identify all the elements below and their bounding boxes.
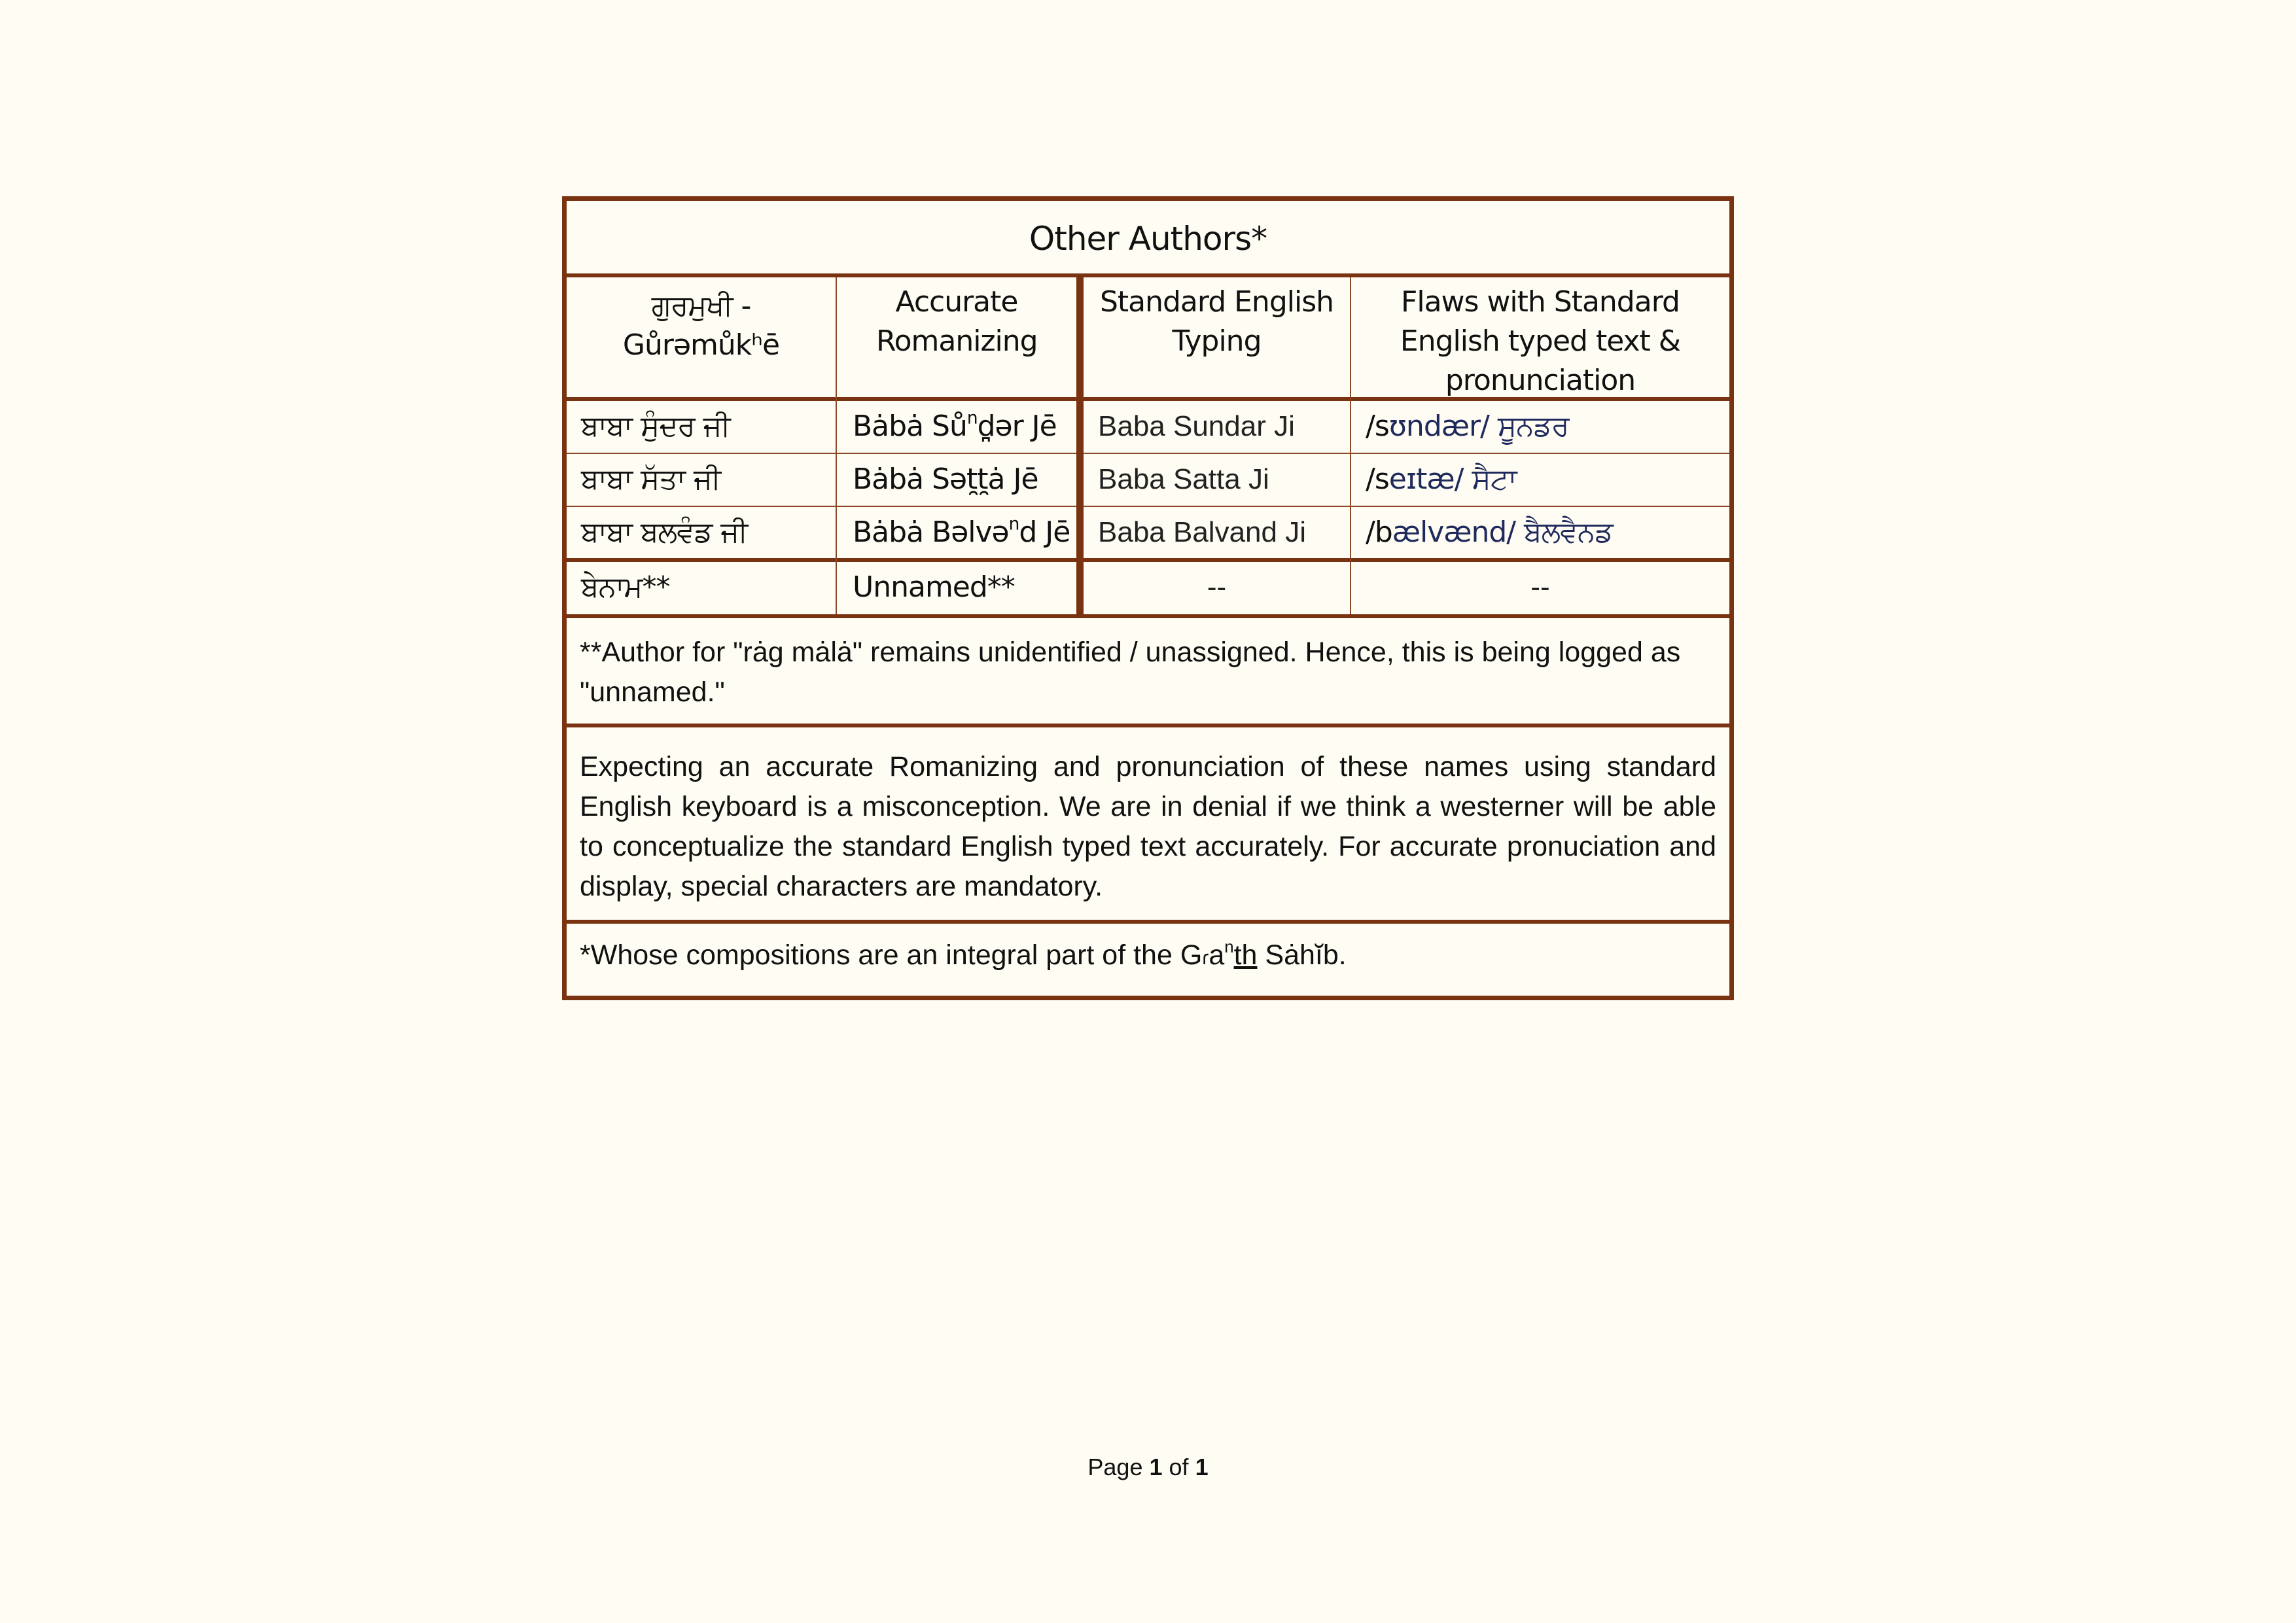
flaw-slash: /s	[1366, 410, 1389, 443]
row-4-accurate: Unnamed**	[853, 570, 1015, 604]
row-2-accurate	[837, 454, 1076, 506]
row-3-gurmukhi: ਬਾਬਾ ਬਲਵੰਡ ਜੀ	[581, 515, 748, 549]
note-unnamed: **Author for "rȧg mȧlȧ" remains unidentified / unassigned. Hence, this is being logged as "unnamed."	[580, 637, 1681, 708]
row-4-flaws: --	[1530, 571, 1550, 603]
flaw-ipa: ʊndær/ ਸੂਨਡਰ	[1388, 410, 1569, 443]
note-r-letter: ɾ	[1202, 947, 1209, 969]
accurate-text-end: d Jē	[1019, 515, 1070, 549]
row-2-standard: Baba Satta Ji	[1098, 463, 1269, 495]
row-4-gurmukhi: ਬੇਨਾਮ**	[581, 570, 670, 604]
accurate-text-end: d̪ər Jē	[977, 410, 1057, 443]
header-accurate-romanizing: Accurate Romanizing	[876, 285, 1038, 358]
row-2-flaws	[1351, 454, 1729, 506]
page-footer	[0, 1454, 2296, 1481]
header-standard-english-typing: Standard English Typing	[1099, 285, 1334, 358]
note-a-letter: a	[1209, 939, 1225, 971]
row-1-accurate	[837, 401, 1076, 453]
row-2-gurmukhi: ਬਾਬਾ ਸੱਤਾ ਜੀ	[581, 462, 721, 496]
note-underlined-th: th	[1233, 939, 1258, 971]
header-gurmukhi-roman: Gůrəmůkʰē	[622, 328, 780, 362]
other-authors-table	[562, 196, 1734, 1000]
row-3-flaws	[1351, 507, 1729, 558]
accurate-text: Bȧbȧ Sət̯t̯ȧ Jē	[853, 462, 1038, 496]
note-expecting: Expecting an accurate Romanizing and pronunciation of these names using standard English keyboard is a misconception. We are in denial if we think a westerner will be able to conceptualize the standard English typed text accurately. For accurate pronuciation and display, special characters are mandatory.	[580, 751, 1716, 902]
accurate-superscript: n	[966, 408, 978, 428]
flaw-slash: /b	[1366, 515, 1392, 549]
accurate-text: Bȧbȧ Sů	[853, 410, 967, 443]
note-whose-compositions	[567, 924, 1729, 996]
row-1-standard: Baba Sundar Ji	[1098, 410, 1295, 442]
row-3-accurate	[837, 507, 1076, 558]
header-flaws: Flaws with Standard English typed text & pronunciation	[1400, 285, 1681, 397]
page-label: Page	[1087, 1454, 1143, 1480]
note-superscript: n	[1224, 937, 1234, 956]
flaw-slash: /s	[1366, 462, 1389, 496]
table-title: Other Authors*	[1029, 220, 1267, 258]
note-text: *Whose compositions are an integral part of the G	[580, 939, 1203, 971]
row-1-gurmukhi: ਬਾਬਾ ਸੁੰਦਰ ਜੀ	[581, 410, 730, 443]
row-3-standard: Baba Balvand Ji	[1098, 516, 1306, 548]
accurate-superscript: n	[1008, 514, 1019, 534]
flaw-ipa: ælvænd/ ਬੈਲਵੈਨਡ	[1392, 515, 1613, 549]
header-gurmukhi-script: ਗੁਰਮੁਖੀ -	[651, 289, 751, 323]
accurate-text: Bȧbȧ Bəlvə	[853, 515, 1009, 549]
row-4-standard: --	[1207, 571, 1227, 603]
flaw-ipa: eɪtæ/ ਸੈਟਾ	[1388, 462, 1517, 496]
of-label: of	[1169, 1454, 1189, 1480]
row-1-flaws	[1351, 401, 1729, 453]
column-divider-thick	[1076, 277, 1084, 614]
page-total: 1	[1195, 1454, 1209, 1480]
note-text-end: Sȧhĭb.	[1257, 939, 1347, 971]
header-gurmukhi	[567, 277, 836, 397]
page-current: 1	[1149, 1454, 1163, 1480]
